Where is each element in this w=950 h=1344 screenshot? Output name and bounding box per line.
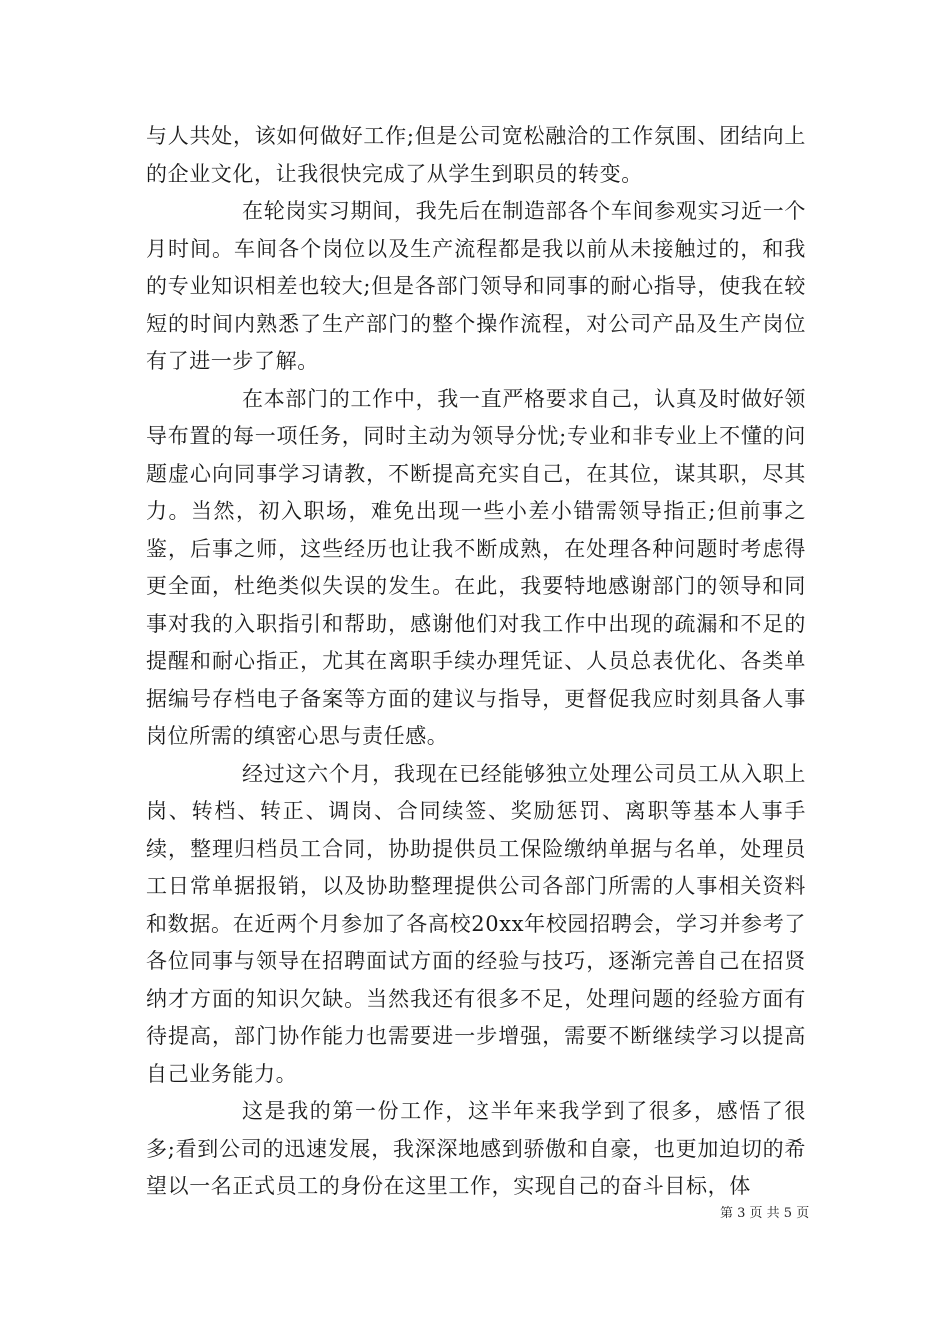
paragraph-six-months: 经过这六个月，我现在已经能够独立处理公司员工从入职上岗、转档、转正、调岗、合同续签、奖励惩罚、离职等基本人事手续，整理归档员工合同，协助提供员工保险缴纳单据与名单，处理员工日常单据报销，以及协助整理提供公司各部门所需的人事相关资料和数据。在近两个月参加了各高校20xx年校园招聘会，学习并参考了各位同事与领导在招聘面试方面的经验与技巧，逐渐完善自己在招贤纳才方面的知识欠缺。当然我还有很多不足，处理问题的经验方面有待提高，部门协作能力也需要进一步增强，需要不断继续学习以提高自己业务能力。: [146, 761, 806, 1086]
paragraph-department-work: 在本部门的工作中，我一直严格要求自己，认真及时做好领导布置的每一项任务，同时主动为领导分忧;专业和非专业上不懂的问题虚心向同事学习请教，不断提高充实自己，在其位，谋其职，尽其力。当然，初入职场，难免出现一些小差小错需领导指正;但前事之鉴，后事之师，这些经历也让我不断成熟，在处理各种问题时考虑得更全面，杜绝类似失误的发生。在此，我要特地感谢部门的领导和同事对我的入职指引和帮助，感谢他们对我工作中出现的疏漏和不足的提醒和耐心指正，尤其在离职手续办理凭证、人员总表优化、各类单据编号存档电子备案等方面的建议与指导，更督促我应时刻具备人事岗位所需的缜密心思与责任感。: [146, 386, 806, 748]
paragraph-continuation: 与人共处，该如何做好工作;但是公司宽松融洽的工作氛围、团结向上的企业文化，让我很快完成了从学生到职员的转变。: [146, 124, 806, 186]
page-number-footer: 第 3 页 共 5 页: [720, 1206, 810, 1221]
document-body: [146, 118, 806, 1206]
paragraph-rotation-internship: 在轮岗实习期间，我先后在制造部各个车间参观实习近一个月时间。车间各个岗位以及生产流程都是我以前从未接触过的，和我的专业知识相差也较大;但是各部门领导和同事的耐心指导，使我在较短的时间内熟悉了生产部门的整个操作流程，对公司产品及生产岗位有了进一步了解。: [146, 199, 806, 373]
paragraph-first-job: 这是我的第一份工作，这半年来我学到了很多，感悟了很多;看到公司的迅速发展，我深深地感到骄傲和自豪，也更加迫切的希望以一名正式员工的身份在这里工作，实现自己的奋斗目标，体: [146, 1099, 806, 1198]
